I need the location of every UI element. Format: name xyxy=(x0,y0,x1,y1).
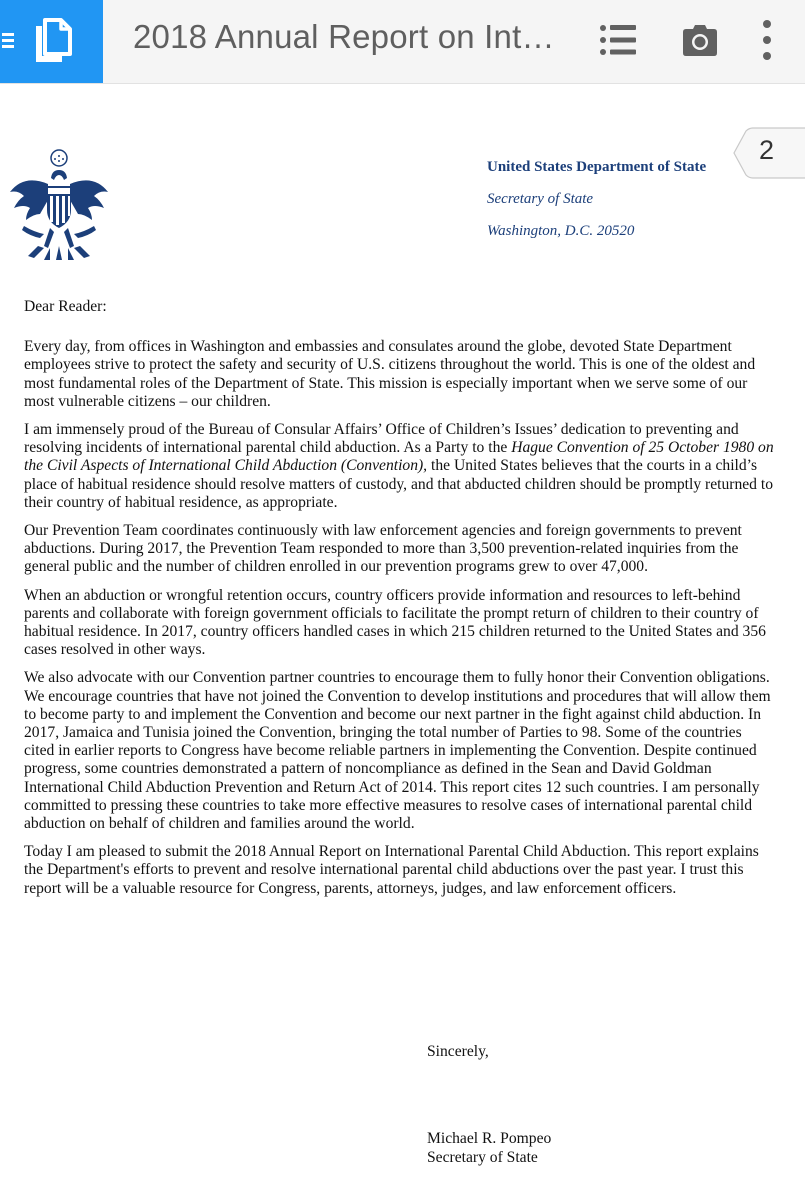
paragraph-2-text-b: the United States believes that the courts in a child’s place of habitual residence should resolve matters of custody, and that abducted children should be promptly returned to their country of habitual residence, as appropriate. xyxy=(24,457,773,511)
paragraph-6: Today I am pleased to submit the 2018 Annual Report on International Parental Child Abduction. This report explains the Department's efforts to prevent and resolve international parental child abductions over the past year. I trust this report will be a valuable resource for Congress, parents, attorneys, judges, and law enforcement officers. xyxy=(24,843,759,897)
page-number: 2 xyxy=(759,135,775,165)
convention-title: Hague Convention of 25 October 1980 on the Civil Aspects of International Child Abduction (Convention), xyxy=(24,439,774,475)
app-toolbar xyxy=(0,0,805,84)
letterhead xyxy=(487,151,706,247)
salutation: Dear Reader: xyxy=(24,298,107,315)
document-title: 2018 Annual Report on Int… xyxy=(133,18,555,55)
signature-block xyxy=(427,1129,551,1167)
paragraph-1: Every day, from offices in Washington and embassies and consulates around the globe, devoted State Department employees strive to protect the safety and security of U.S. citizens throughout the world. This is one of the oldest and most fundamental roles of the Department of State. This mission is especially important when we serve some of our most vulnerable citizens – our children. xyxy=(24,338,756,410)
camera-icon[interactable] xyxy=(682,24,718,58)
office-name: Secretary of State xyxy=(487,191,594,207)
page-number-badge[interactable] xyxy=(733,127,805,179)
signer-name: Michael R. Pompeo xyxy=(427,1130,552,1147)
letter-body xyxy=(24,298,774,908)
paragraph-4: When an abduction or wrongful retention occurs, country officers provide information and resources to left-behind parents and collaborate with foreign government officials to facilitate the prompt return of children to their country of habitual residence. In 2017, country officers handled cases in which 215 children returned to the United States and 356 cases resolved in other ways. xyxy=(24,586,766,659)
navigation-button[interactable] xyxy=(0,0,103,83)
paragraph-3: Our Prevention Team coordinates continuously with law enforcement agencies and foreign governments to prevent abductions. During 2017, the Prevention Team responded to more than 3,500 prevention-related inquiries from the general public and the number of children enrolled in our prevention programs grew to over 47,000. xyxy=(24,522,742,576)
list-icon[interactable] xyxy=(598,20,638,60)
document-icon xyxy=(30,16,74,66)
more-vert-icon[interactable] xyxy=(760,18,774,62)
office-address: Washington, D.C. 20520 xyxy=(487,223,635,239)
signer-title: Secretary of State xyxy=(427,1149,538,1166)
menu-icon xyxy=(2,33,14,49)
paragraph-2-text-a: I am immensely proud of the Bureau of Consular Affairs’ Office of Children’s Issues’ dedication to preventing and resolving incidents of international parental child abduction. As a Party to the xyxy=(24,421,739,457)
closing: Sincerely, xyxy=(427,1043,489,1060)
department-name: United States Department of State xyxy=(487,159,707,175)
paragraph-2 xyxy=(24,421,774,512)
paragraph-5: We also advocate with our Convention partner countries to encourage them to fully honor their Convention obligations. We encourage countries that have not joined the Convention to develop institutions and procedures that will allow them to become party to and implement the Convention and become our next partner in the fight against child abduction. In 2017, Jamaica and Tunisia joined the Convention, bringing the total number of Parties to 98. Some of the countries cited in earlier reports to Congress have become reliable partners in implementing the Convention. Despite continued progress, some countries demonstrated a pattern of noncompliance as defined in the Sean and David Goldman International Child Abduction Prevention and Return Act of 2014. This report cites 12 such countries. I am personally committed to pressing these countries to take more effective measures to resolve cases of international parental child abduction on behalf of children and families around the world. xyxy=(24,669,771,833)
department-of-state-seal xyxy=(4,148,114,260)
